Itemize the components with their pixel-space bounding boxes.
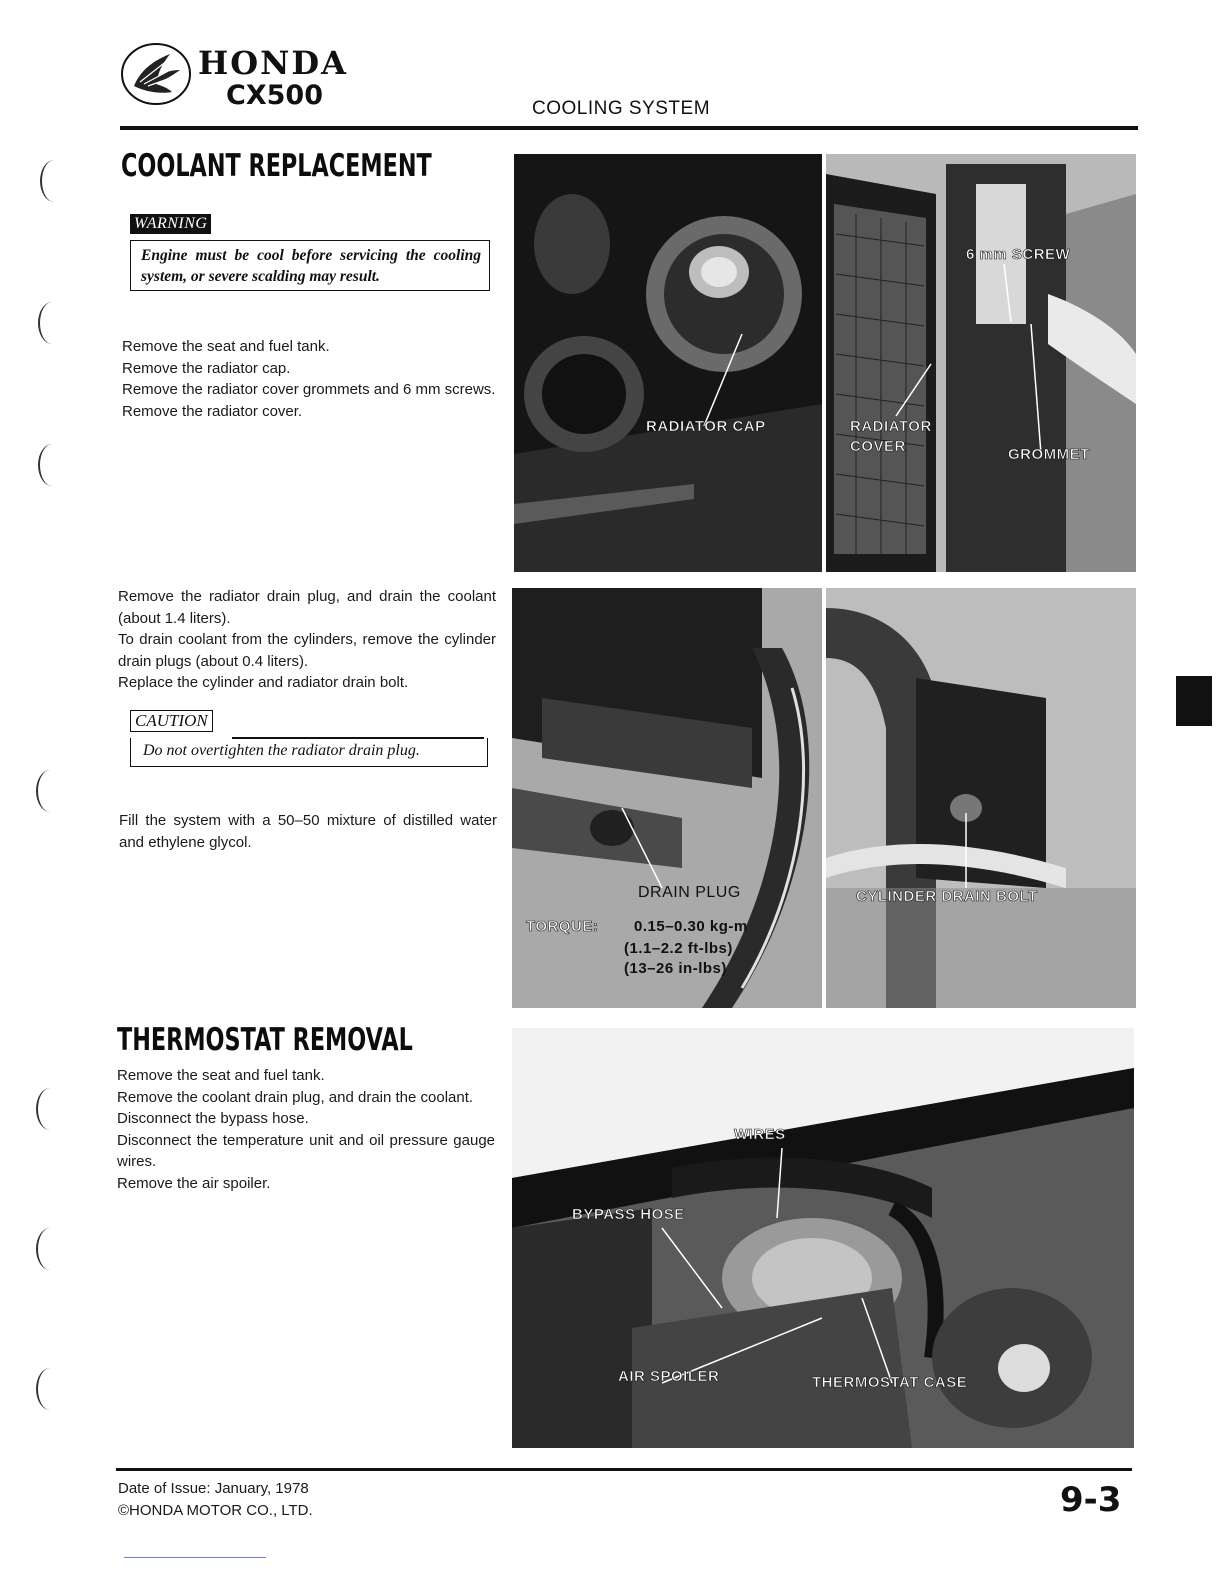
- radiator-cover-label-2: COVER: [850, 438, 906, 455]
- page-number: 9-3: [1060, 1480, 1122, 1520]
- radiator-cap-label: RADIATOR CAP: [646, 418, 766, 435]
- step-text: Remove the air spoiler.: [117, 1174, 271, 1192]
- photo-radiator-cap: [514, 154, 822, 572]
- model-name: CX500: [226, 80, 323, 111]
- step-text: Remove the coolant drain plug, and drain the coolant.: [117, 1088, 474, 1106]
- caution-box: [130, 738, 488, 767]
- issue-date: Date of Issue: January, 1978: [118, 1480, 309, 1497]
- step-text: Remove the radiator drain plug, and drain the coolant (about 1.4 liters).: [118, 588, 496, 627]
- thermostat-steps: [117, 1065, 495, 1194]
- coolant-steps: [122, 336, 504, 422]
- torque-value-ftlbs: (1.1–2.2 ft-lbs): [624, 940, 733, 957]
- step-text: Remove the radiator cap.: [122, 359, 291, 377]
- wires-label: WIRES: [734, 1126, 786, 1143]
- torque-value-kgm: 0.15–0.30 kg-m: [634, 918, 748, 935]
- radiator-cover-label: RADIATOR: [850, 418, 932, 435]
- binder-hole: [36, 1088, 64, 1130]
- warning-text: Engine must be cool before servicing the cooling system, or severe scalding may result.: [141, 247, 481, 285]
- binder-hole: [36, 770, 64, 812]
- grommet-label: GROMMET: [1008, 446, 1090, 463]
- brand-name: HONDA: [198, 44, 348, 82]
- step-text: Remove the radiator cover.: [122, 402, 303, 420]
- binder-hole: [36, 1228, 64, 1270]
- photo-radiator-cover: [826, 154, 1136, 572]
- step-text: Replace the cylinder and radiator drain bolt.: [118, 674, 409, 691]
- torque-value-inlbs: (13–26 in-lbs): [624, 960, 727, 977]
- footer-rule: [116, 1468, 1132, 1471]
- step-text: Disconnect the bypass hose.: [117, 1110, 309, 1127]
- air-spoiler-label: AIR SPOILER: [618, 1368, 720, 1385]
- bypass-hose-label: BYPASS HOSE: [572, 1206, 685, 1223]
- step-text: Fill the system with a 50–50 mixture of distilled water and ethylene glycol.: [119, 812, 497, 851]
- section-tab-marker: [1176, 676, 1212, 726]
- step-text: Remove the seat and fuel tank.: [122, 338, 330, 355]
- section-title: COOLING SYSTEM: [532, 98, 711, 119]
- photo-cylinder-drain-bolt: [826, 588, 1136, 1008]
- step-text: Remove the radiator cover grommets and 6 mm screws.: [122, 381, 496, 398]
- thermostat-heading: THERMOSTAT REMOVAL: [117, 1022, 413, 1058]
- fill-instruction: [119, 810, 497, 853]
- binder-hole: [36, 1368, 64, 1410]
- step-text: Remove the seat and fuel tank.: [117, 1067, 325, 1084]
- step-text: To drain coolant from the cylinders, remove the cylinder drain plugs (about 0.4 liters).: [118, 631, 496, 670]
- torque-label: TORQUE:: [526, 918, 599, 935]
- drain-steps: [118, 586, 496, 694]
- caution-label: CAUTION: [130, 710, 213, 732]
- copyright: ©HONDA MOTOR CO., LTD.: [118, 1502, 313, 1519]
- binder-hole: [40, 160, 68, 202]
- warning-box: [130, 240, 490, 291]
- scan-artifact-line: [124, 1557, 266, 1558]
- header-rule: [120, 126, 1138, 130]
- drain-plug-label: DRAIN PLUG: [638, 884, 741, 901]
- step-text: Disconnect the temperature unit and oil pressure gauge wires.: [117, 1131, 495, 1170]
- binder-hole: [38, 302, 66, 344]
- honda-wing-logo: [120, 42, 192, 106]
- warning-label: WARNING: [130, 214, 211, 234]
- thermostat-case-label: THERMOSTAT CASE: [812, 1374, 968, 1391]
- cylinder-drain-bolt-label: CYLINDER DRAIN BOLT: [856, 888, 1038, 905]
- photo-drain-plug: [512, 588, 822, 1008]
- caution-text: Do not overtighten the radiator drain plug.: [143, 742, 420, 759]
- binder-hole: [38, 444, 66, 486]
- photo-thermostat: [512, 1028, 1134, 1448]
- coolant-heading: COOLANT REPLACEMENT: [121, 148, 432, 184]
- screw-label: 6 mm SCREW: [966, 246, 1071, 263]
